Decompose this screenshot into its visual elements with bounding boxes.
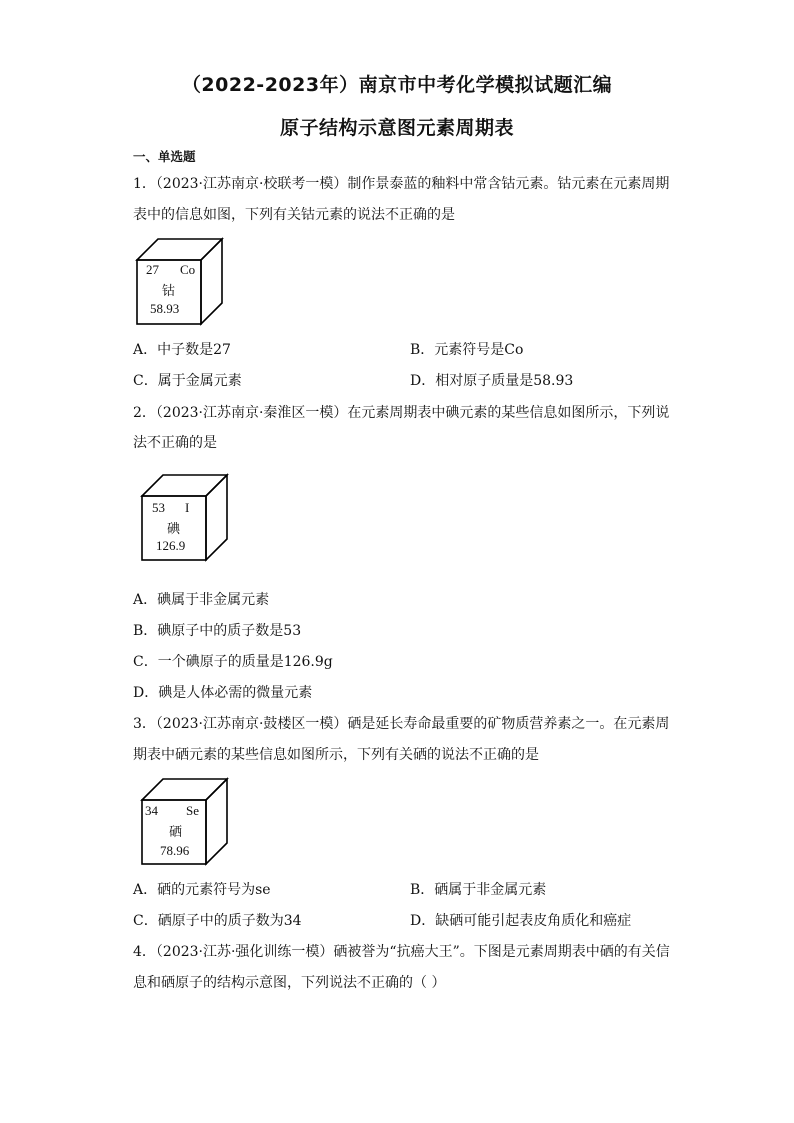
element-name: 硒 [169, 824, 183, 839]
option-b[interactable]: B．元素符号是Co [410, 342, 524, 358]
option-b[interactable]: B．碘原子中的质子数是53 [133, 623, 302, 639]
document-title: （2022-2023年）南京市中考化学模拟试题汇编 [181, 74, 613, 96]
element-tile-cobalt [134, 236, 226, 328]
option-a[interactable]: A．碘属于非金属元素 [133, 592, 270, 608]
question-3-line-2: 期表中硒元素的某些信息如图所示，下列有关硒的说法不正确的是 [133, 747, 539, 763]
question-4-line-2: 息和硒原子的结构示意图，下列说法不正确的（ ） [133, 975, 446, 991]
element-symbol: Se [186, 803, 199, 818]
element-symbol: Co [180, 262, 196, 277]
option-d[interactable]: D．碘是人体必需的微量元素 [133, 685, 313, 701]
question-2-line-1: 2．（2023·江苏南京·秦淮区一模）在元素周期表中碘元素的某些信息如图所示，下列说 [133, 405, 670, 421]
section-heading: 一、单选题 [133, 149, 196, 164]
element-symbol: I [185, 500, 190, 515]
cube-frame [134, 236, 226, 328]
option-a[interactable]: A．中子数是27 [133, 342, 231, 358]
atomic-number: 53 [152, 500, 165, 515]
option-d[interactable]: D．相对原子质量是58.93 [410, 373, 574, 389]
option-d[interactable]: D．缺硒可能引起表皮角质化和癌症 [410, 913, 632, 929]
option-c[interactable]: C．硒原子中的质子数为34 [133, 913, 302, 929]
element-name: 碘 [167, 521, 181, 536]
atomic-number: 27 [146, 262, 159, 277]
atomic-mass: 58.93 [150, 301, 180, 316]
option-b[interactable]: B．硒属于非金属元素 [410, 882, 547, 898]
element-name: 钴 [162, 283, 176, 298]
question-3-line-1: 3．（2023·江苏南京·鼓楼区一模）硒是延长寿命最重要的矿物质营养素之一。在元素周 [133, 716, 670, 732]
question-4-line-1: 4．（2023·江苏·强化训练一模）硒被誉为“抗癌大王”。下图是元素周期表中硒的有关信 [133, 944, 670, 960]
atomic-mass: 126.9 [156, 538, 186, 553]
question-1-line-1: 1．（2023·江苏南京·校联考一模）制作景泰蓝的釉料中常含钴元素。钴元素在元素周期 [133, 176, 670, 192]
question-1-line-2: 表中的信息如图，下列有关钴元素的说法不正确的是 [133, 207, 455, 223]
option-c[interactable]: C．属于金属元素 [133, 373, 242, 389]
atomic-number: 34 [145, 803, 158, 818]
option-a[interactable]: A．硒的元素符号为se [133, 882, 271, 898]
element-tile-iodine [139, 472, 231, 564]
question-2-line-2: 法不正确的是 [133, 435, 217, 451]
option-c[interactable]: C．一个碘原子的质量是126.9g [133, 654, 333, 670]
document-subtitle: 原子结构示意图元素周期表 [279, 117, 514, 139]
element-tile-selenium [139, 776, 231, 868]
atomic-mass: 78.96 [160, 843, 190, 858]
